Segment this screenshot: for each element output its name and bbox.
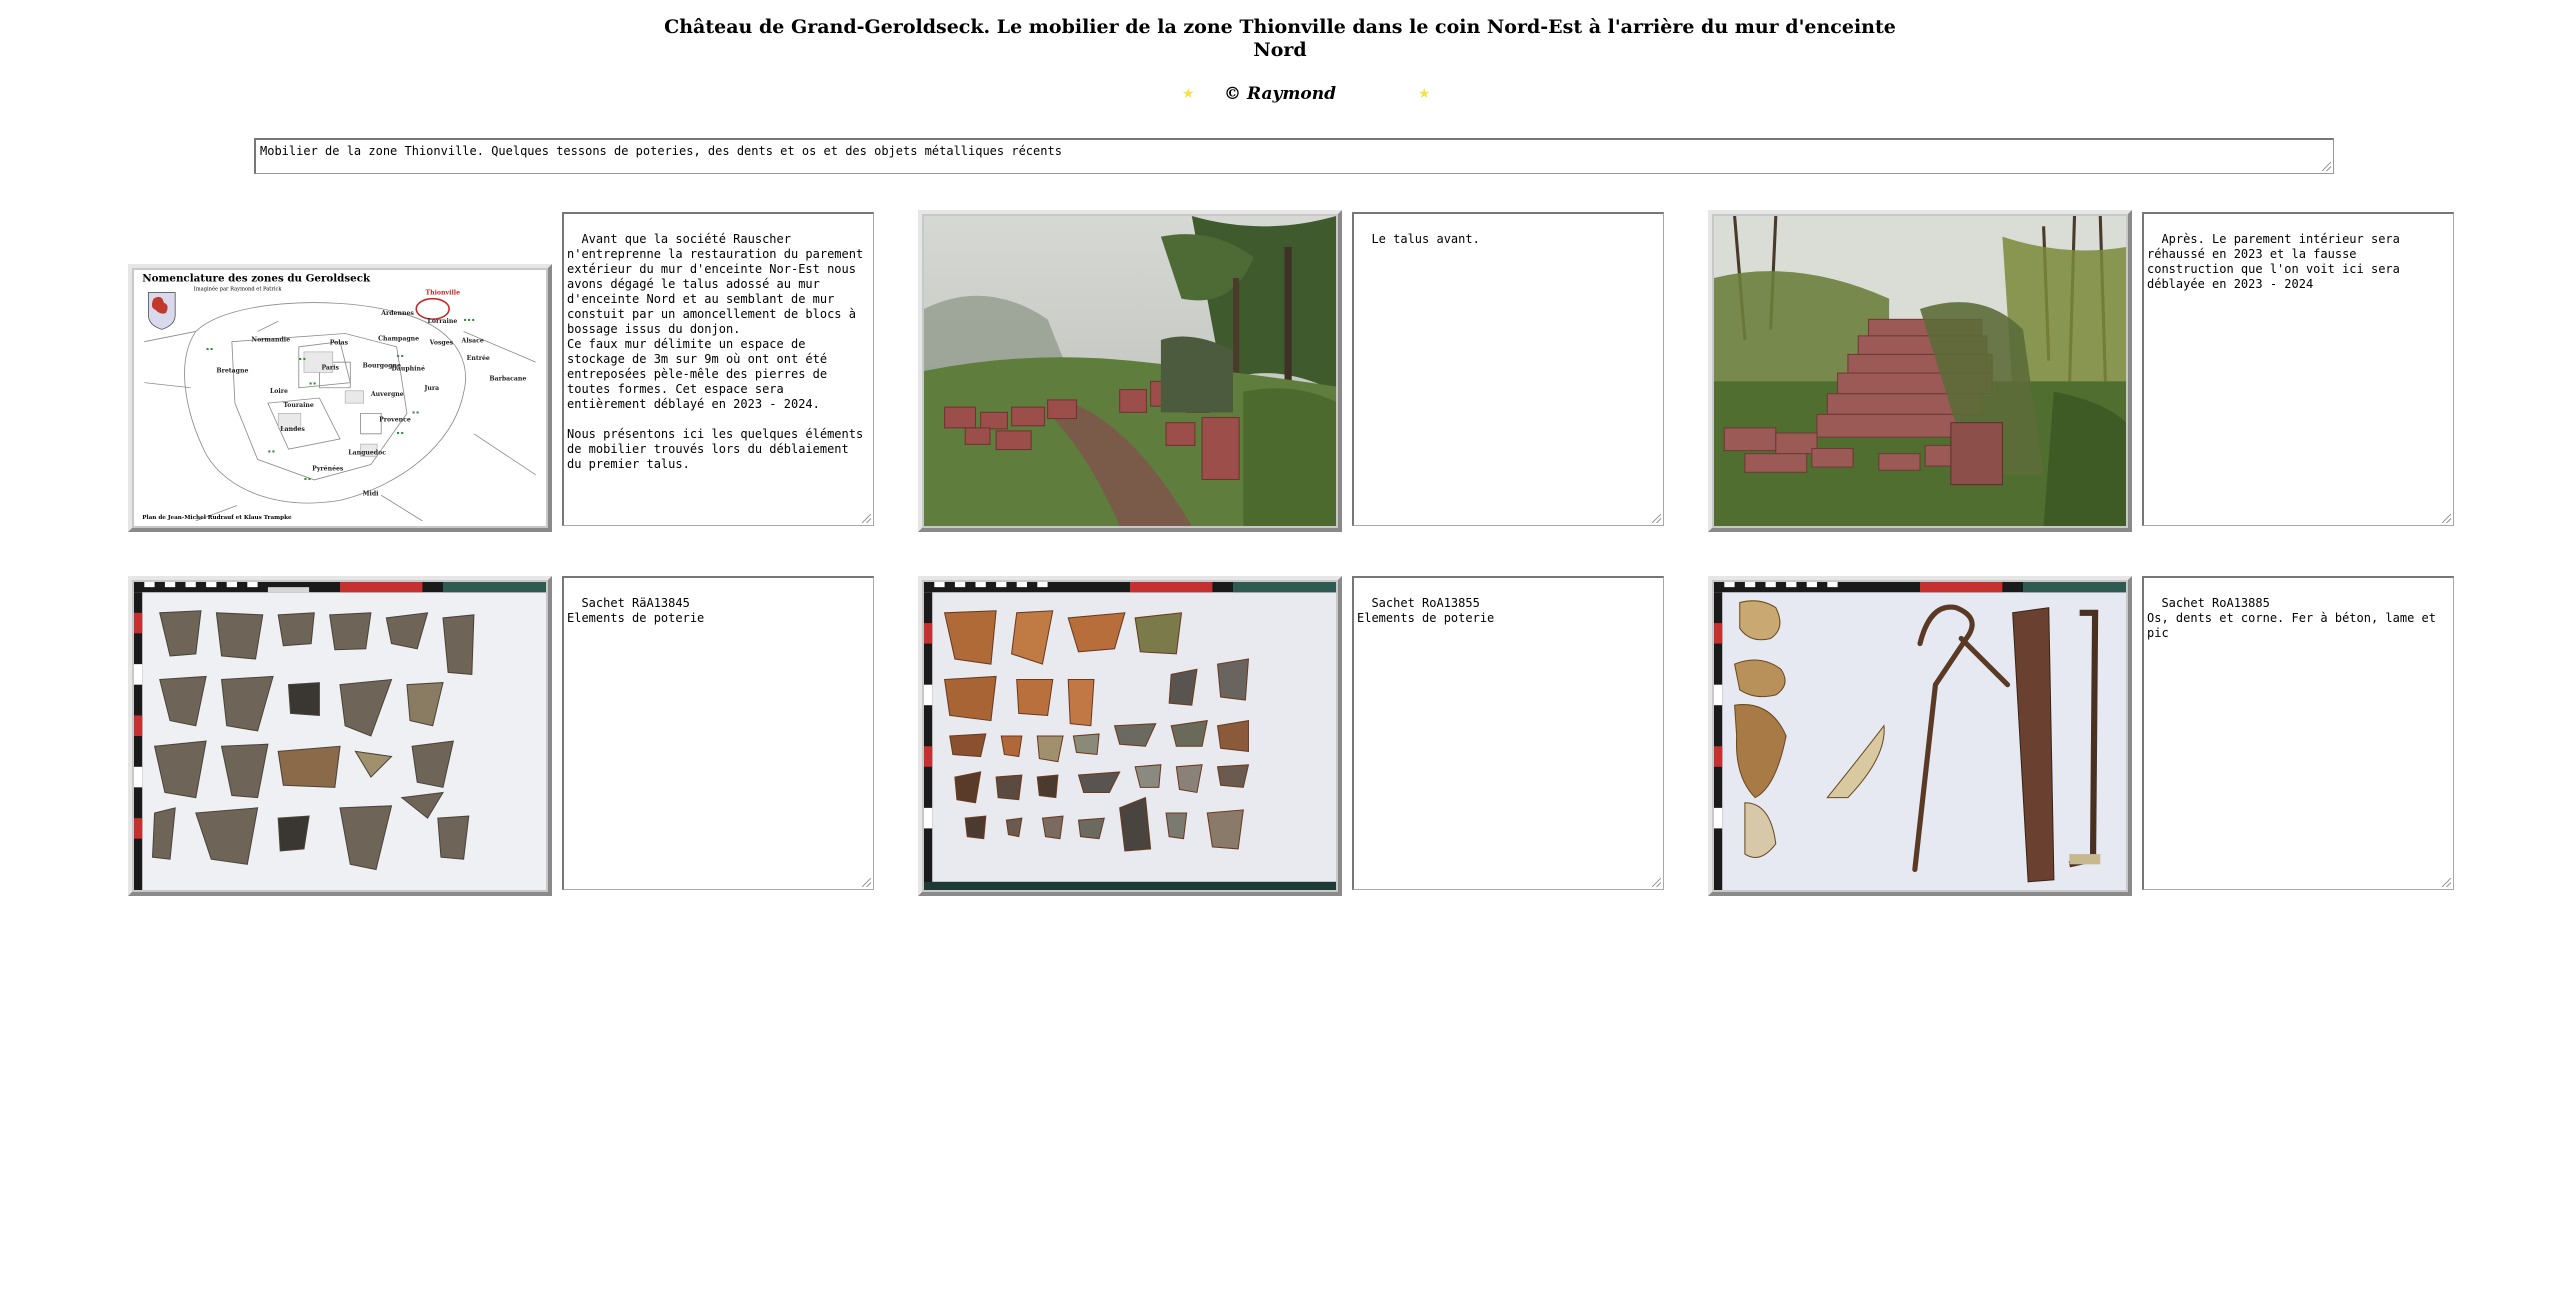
after-textarea[interactable] <box>2142 212 2454 526</box>
photo-talus-apres[interactable] <box>1708 210 2132 532</box>
svg-text:▪ ▪: ▪ ▪ <box>396 429 404 435</box>
svg-text:Paris: Paris <box>321 364 340 372</box>
bag2-textarea[interactable] <box>1352 576 1664 890</box>
bag1-text: Sachet RäA13845 Elements de poterie <box>567 596 705 625</box>
photo-sachet-poterie-1-svg <box>134 582 546 890</box>
svg-text:Lorraine: Lorraine <box>427 318 458 326</box>
coat-of-arms-icon <box>148 293 175 330</box>
photo-talus-avant-svg <box>924 216 1336 526</box>
resize-handle-icon[interactable] <box>862 878 871 887</box>
svg-text:Champagne: Champagne <box>378 335 420 343</box>
svg-text:Loire: Loire <box>269 387 288 395</box>
svg-text:Normandie: Normandie <box>251 336 291 344</box>
svg-text:Dauphiné: Dauphiné <box>391 365 425 373</box>
summary-textarea[interactable] <box>254 138 2334 174</box>
scale-bar-top <box>134 582 546 592</box>
after-text: Après. Le parement intérieur sera réhaussé en 2023 et la fausse construction que l'on voit ici sera déblayée en 2023 - 2024 <box>2147 232 2400 291</box>
page-title-line2: Nord <box>1253 39 1307 61</box>
before-text: Le talus avant. <box>1371 232 1480 246</box>
photo-sachet-poterie-2[interactable] <box>918 576 1342 896</box>
intro-textarea[interactable] <box>562 212 874 526</box>
intro-text: Avant que la société Rauscher n'entreprenne la restauration du parement extérieur du mur d'enceinte Nor-Est nous avons dégagé le talus adossé au mur d'enceinte Nord et au semblant de mur constuit par un amoncellement de blocs à bossage issus du donjon. Ce faux mur délimite un espace de stockage de 3m sur 9m où ont ont été entreposées pèle-mêle des pierres de toutes formes. Cet espace sera entièrement déblayé en 2023 - 2024. Nous présentons ici les quelques éléments de mobilier trouvés lors du déblaiement du premier talus. <box>567 232 864 471</box>
svg-text:Landes: Landes <box>280 425 305 433</box>
map-image[interactable] <box>128 264 552 532</box>
map-subheading: Imaginée par Raymond et Patrick <box>193 286 282 293</box>
resize-handle-icon[interactable] <box>2442 514 2451 523</box>
svg-text:Thionville: Thionville <box>425 289 461 297</box>
svg-text:Alsace: Alsace <box>461 337 484 345</box>
svg-text:Auvergne: Auvergne <box>370 390 404 398</box>
before-textarea[interactable] <box>1352 212 1664 526</box>
author-credit: © Raymond <box>1224 84 1336 104</box>
map-image-svg <box>134 270 546 526</box>
svg-text:Entrée: Entrée <box>466 355 490 363</box>
photo-sachet-poterie-1[interactable] <box>128 576 552 896</box>
bag3-textarea[interactable] <box>2142 576 2454 890</box>
svg-text:Ardennes: Ardennes <box>381 310 414 318</box>
svg-text:Midi: Midi <box>362 490 379 498</box>
map-heading: Nomenclature des zones du Geroldseck <box>142 272 371 285</box>
svg-text:Vosges: Vosges <box>429 339 454 347</box>
svg-text:Languedoc: Languedoc <box>348 449 387 457</box>
photo-talus-avant[interactable] <box>918 210 1342 532</box>
svg-text:Polas: Polas <box>329 339 349 347</box>
page-title <box>0 16 2560 62</box>
bag1-textarea[interactable] <box>562 576 874 890</box>
photo-talus-apres-svg <box>1714 216 2126 526</box>
svg-text:Bourgogne: Bourgogne <box>362 362 401 370</box>
photo-sachet-os-metal-svg <box>1714 582 2126 890</box>
svg-text:Bretagne: Bretagne <box>216 367 249 375</box>
svg-text:Pyrénées: Pyrénées <box>312 465 344 473</box>
svg-text:▪ ▪: ▪ ▪ <box>267 448 275 454</box>
resize-handle-icon[interactable] <box>2442 878 2451 887</box>
resize-handle-icon[interactable] <box>1652 514 1661 523</box>
photo-sachet-os-metal[interactable] <box>1708 576 2132 896</box>
svg-text:▪ ▪: ▪ ▪ <box>412 409 419 415</box>
resize-handle-icon[interactable] <box>862 514 871 523</box>
resize-handle-icon[interactable] <box>2322 162 2331 171</box>
svg-text:▪ ▪ ▪: ▪ ▪ ▪ <box>463 317 475 323</box>
svg-text:Provence: Provence <box>379 416 411 424</box>
svg-text:Jura: Jura <box>424 384 440 392</box>
summary-text: Mobilier de la zone Thionville. Quelques tessons de poteries, des dents et os et des objets métalliques récents <box>260 144 1062 158</box>
svg-text:Touraine: Touraine <box>283 402 314 410</box>
scale-bar-left <box>134 592 142 890</box>
svg-text:▪ ▪: ▪ ▪ <box>206 345 213 351</box>
star-icon-left: ★ <box>1182 86 1195 102</box>
map-credit: Plan de Jean-Michel Rudrauf et Klaus Trampke <box>142 514 292 521</box>
photo-sachet-poterie-2-svg <box>924 582 1336 890</box>
svg-text:Barbacane: Barbacane <box>489 375 527 383</box>
svg-text:▪ ▪: ▪ ▪ <box>396 353 404 359</box>
page-title-line1: Château de Grand-Geroldseck. Le mobilier de la zone Thionville dans le coin Nord-Est à l'arrière du mur d'enceinte <box>664 16 1896 38</box>
star-icon-right: ★ <box>1418 86 1431 102</box>
bag2-text: Sachet RoA13855 Elements de poterie <box>1357 596 1495 625</box>
svg-text:▪ ▪: ▪ ▪ <box>298 356 306 362</box>
svg-text:▪ ▪: ▪ ▪ <box>309 380 316 386</box>
svg-text:▪ ▪: ▪ ▪ <box>303 475 311 481</box>
resize-handle-icon[interactable] <box>1652 878 1661 887</box>
bag3-text: Sachet RoA13885 Os, dents et corne. Fer à béton, lame et pic <box>2147 596 2436 640</box>
